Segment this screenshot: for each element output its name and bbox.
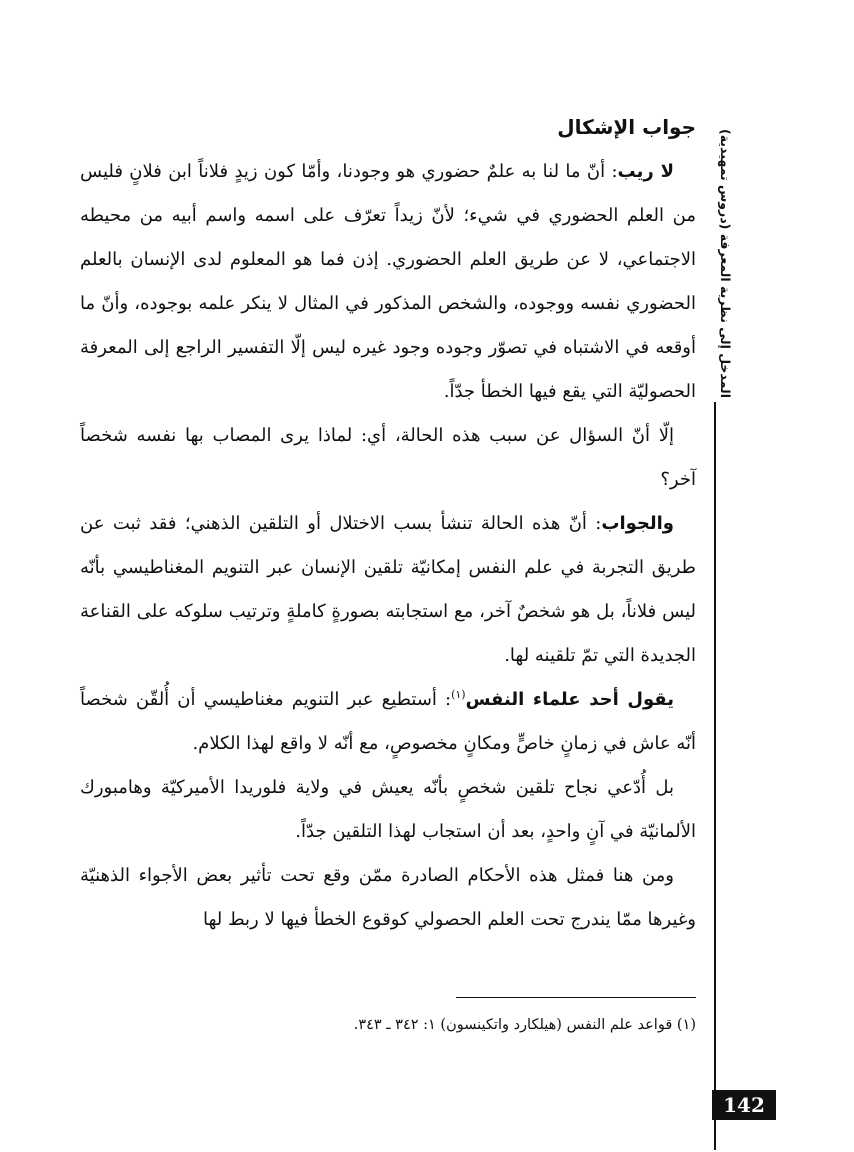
paragraph-text: بل أُدّعي نجاح تلقين شخصٍ بأنّه يعيش في ولاية فلوريدا الأميركيّة وهامبورك الألمانيّة في آنٍ واحدٍ، بعد أن استجاب لهذا التلقين جدّاً. <box>80 777 696 842</box>
section-heading: جواب الإشكال <box>557 115 696 139</box>
paragraph <box>80 678 696 766</box>
side-header-text: المدخل إلى نظرية المعرفة (دروس تمهيدية) <box>717 128 733 398</box>
paragraph-text: : أستطيع عبر التنويم مغناطيسي أن أُلقّن شخصاً أنّه عاش في زمانٍ خاصٍّ ومكانٍ مخصوصٍ، مع أنّه لا واقع لهذا الكلام. <box>80 689 696 754</box>
paragraph <box>80 766 696 854</box>
paragraph <box>80 502 696 678</box>
page-number: 142 <box>712 1090 776 1120</box>
running-side-header <box>712 128 738 398</box>
paragraph <box>80 150 696 414</box>
footnote-reference[interactable]: (١) <box>451 688 466 701</box>
footnote: (١) قواعد علم النفس (هيلكارد واتكينسون) ١: ٣٤٢ ـ ٣٤٣. <box>353 1017 696 1033</box>
paragraph-text: : أنّ هذه الحالة تنشأ بسب الاختلال أو التلقين الذهني؛ فقد ثبت عن طريق التجربة في علم النفس إمكانيّة تلقين الإنسان عبر التنويم المغناطيسي بأنّه ليس فلاناً، بل هو شخصٌ آخر، مع استجابته بصورةٍ كاملةٍ وترتيب سلوكه على القناعة الجديدة التي تمّ تلقينه لها. <box>80 513 696 666</box>
side-rule <box>714 402 716 1150</box>
paragraph-text: ومن هنا فمثل هذه الأحكام الصادرة ممّن وقع تحت تأثير بعض الأجواء الذهنيّة وغيرها ممّا يندرج تحت العلم الحصولي كوقوع الخطأ فيها لا ربط لها <box>80 865 696 930</box>
paragraph-text: إلّا أنّ السؤال عن سبب هذه الحالة، أي: لماذا يرى المصاب بها نفسه شخصاً آخر؟ <box>80 425 696 490</box>
paragraph <box>80 854 696 942</box>
paragraph <box>80 414 696 502</box>
paragraph-lead: يقول أحد علماء النفس <box>465 689 674 710</box>
paragraph-text: : أنّ ما لنا به علمٌ حضوري هو وجودنا، وأمّا كون زيدٍ فلاناً ابن فلانٍ فليس من العلم الحضوري في شيء؛ لأنّ زيداً تعرّف على اسمه واسم أبيه من محيطه الاجتماعي، لا عن طريق العلم الحضوري. إذن فما هو المعلوم لدى الإنسان بالعلم الحضوري نفسه ووجوده، والشخص المذكور في المثال لا ينكر علمه بوجوده، وأنّ ما أوقعه في الاشتباه في تصوّر وجوده وجود غيره ليس إلّا التفسير الراجع إلى المعرفة الحصوليّة التي يقع فيها الخطأ جدّاً. <box>80 161 696 402</box>
main-text <box>80 104 696 942</box>
paragraph-lead: والجواب <box>601 513 674 534</box>
paragraph-lead: لا ريب <box>617 161 674 182</box>
footnote-separator <box>456 997 696 998</box>
